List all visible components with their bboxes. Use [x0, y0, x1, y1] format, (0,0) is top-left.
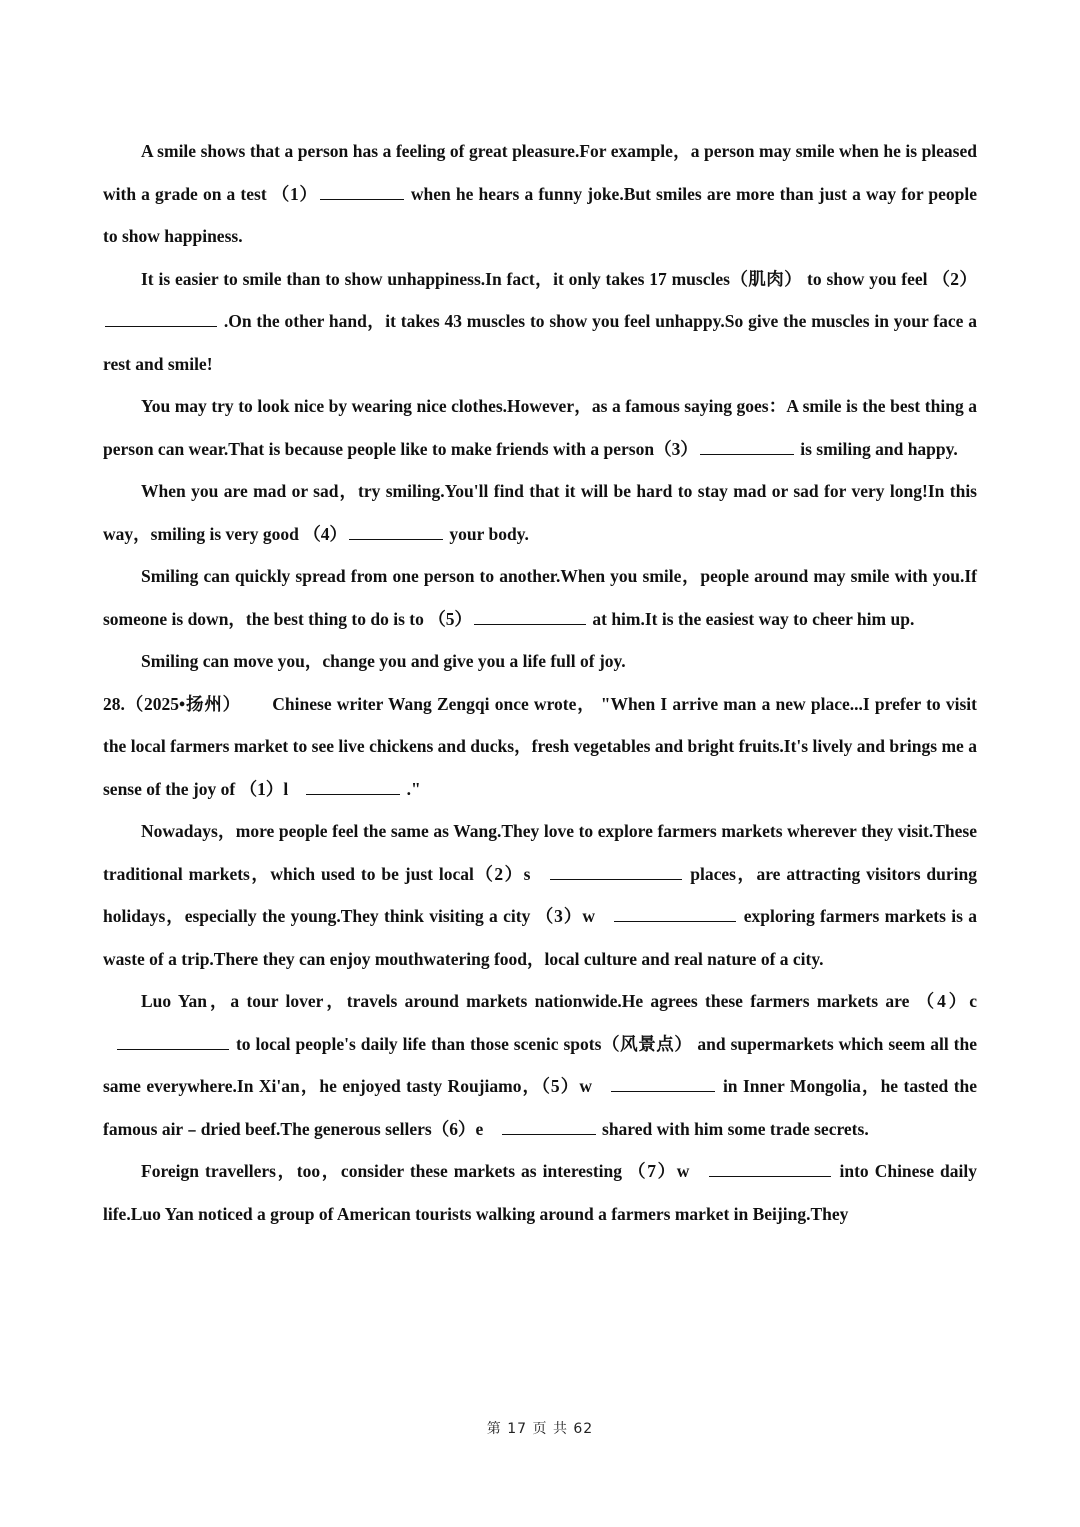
q28-blank-5[interactable]	[611, 1090, 715, 1092]
answer-blank-2[interactable]	[105, 325, 217, 327]
question-number: 28.（2025•扬州）	[103, 693, 242, 714]
q28-blank-2[interactable]	[550, 878, 682, 880]
passage-paragraph-2	[103, 258, 977, 386]
q28-p4-text-b: into Chinese daily life.Luo Yan noticed a group of American tourists walking around a farmers market in Beijing.They	[103, 1161, 978, 1224]
p2-text-b: .On the other hand，it takes 43 muscles to show you feel unhappy.So give the muscles in your face a rest and smile!	[103, 311, 977, 374]
q28-blank-4[interactable]	[117, 1048, 229, 1050]
p3-text-b: is smiling and happy.	[800, 438, 958, 459]
p2-text-a: It is easier to smile than to show unhappiness.In fact，it only takes 17 muscles（肌肉） to show you feel （2）	[141, 268, 977, 289]
q28-p4-text-a: Foreign travellers，too，consider these markets as interesting （7）w	[141, 1161, 690, 1181]
q28-p3-text-d: shared with him some trade secrets.	[602, 1118, 869, 1139]
passage-paragraph-6: Smiling can move you，change you and give you a life full of joy.	[141, 651, 626, 671]
q28-p3-text-a: Luo Yan，a tour lover，travels around markets nationwide.He agrees these farmers markets are （4）c	[141, 991, 977, 1011]
q28-blank-1[interactable]	[306, 793, 400, 795]
q28-p2-text-a: Nowadays，more people feel the same as Wang.They love to explore farmers markets wherever they visit.These traditional markets，which used to be just local（2）s	[103, 821, 977, 884]
answer-blank-4[interactable]	[349, 538, 443, 540]
q28-paragraph-2	[103, 810, 977, 980]
q28-p3-text-b: to local people's daily life than those scenic spots（风景点） and supermarkets which seem all the same everywhere.In Xi'an，he enjoyed tasty Roujiamo，（5）w	[103, 1033, 977, 1096]
passage-paragraph-3	[103, 385, 977, 470]
p5-text-b: at him.It is the easiest way to cheer him up.	[592, 608, 915, 629]
p4-text-b: your body.	[449, 523, 529, 544]
document-page	[103, 130, 977, 1235]
q28-p2-text-b: places，are attracting visitors during holidays，especially the young.They think visiting a city （3）w	[103, 863, 977, 926]
q28-p3-text-c: in Inner Mongolia，he tasted the famous air﹣dried beef.The generous sellers（6）e	[103, 1076, 978, 1139]
q28-intro-text-a: Chinese writer Wang Zengqi once wrote， "When I arrive man a new place...I prefer to visit the local farmers market to see live chickens and ducks，fresh vegetables and bright fruits.It's lively and brings me a sense of the joy of （1）l	[103, 693, 978, 799]
page-footer: 第 17 页 共 62	[486, 1421, 594, 1437]
answer-blank-3[interactable]	[700, 453, 794, 455]
passage-paragraph-1	[103, 130, 977, 258]
passage-paragraph-4	[103, 470, 977, 555]
q28-paragraph-4	[103, 1150, 977, 1235]
passage-paragraph-5	[103, 555, 977, 640]
q28-p2-text-c: exploring farmers markets is a waste of a trip.There they can enjoy mouthwatering food，local culture and real nature of a city.	[103, 906, 978, 969]
question-28-intro	[103, 683, 977, 811]
q28-intro-text-b: ."	[406, 778, 421, 799]
p1-text-a: A smile shows that a person has a feeling of great pleasure.For example，a person may smile when he is pleased with a grade on a test （1）	[103, 141, 977, 204]
p4-text-a: When you are mad or sad，try smiling.You'll find that it will be hard to stay mad or sad for very long!In this way，smiling is very good （4）	[103, 481, 977, 544]
p1-text-b: when he hears a funny joke.But smiles are more than just a way for people to show happiness.	[103, 183, 978, 246]
p5-text-a: Smiling can quickly spread from one person to another.When you smile，people around may smile with you.If someone is down，the best thing to do is to （5）	[103, 566, 977, 629]
q28-blank-6[interactable]	[502, 1133, 596, 1135]
q28-blank-7[interactable]	[709, 1175, 831, 1177]
answer-blank-1[interactable]	[320, 198, 404, 200]
p3-text-a: You may try to look nice by wearing nice clothes.However，as a famous saying goes：A smile is the best thing a person can wear.That is because people like to make friends with a person（3）	[103, 396, 977, 459]
answer-blank-5[interactable]	[474, 623, 586, 625]
q28-paragraph-3	[103, 980, 977, 1150]
q28-blank-3[interactable]	[614, 920, 736, 922]
